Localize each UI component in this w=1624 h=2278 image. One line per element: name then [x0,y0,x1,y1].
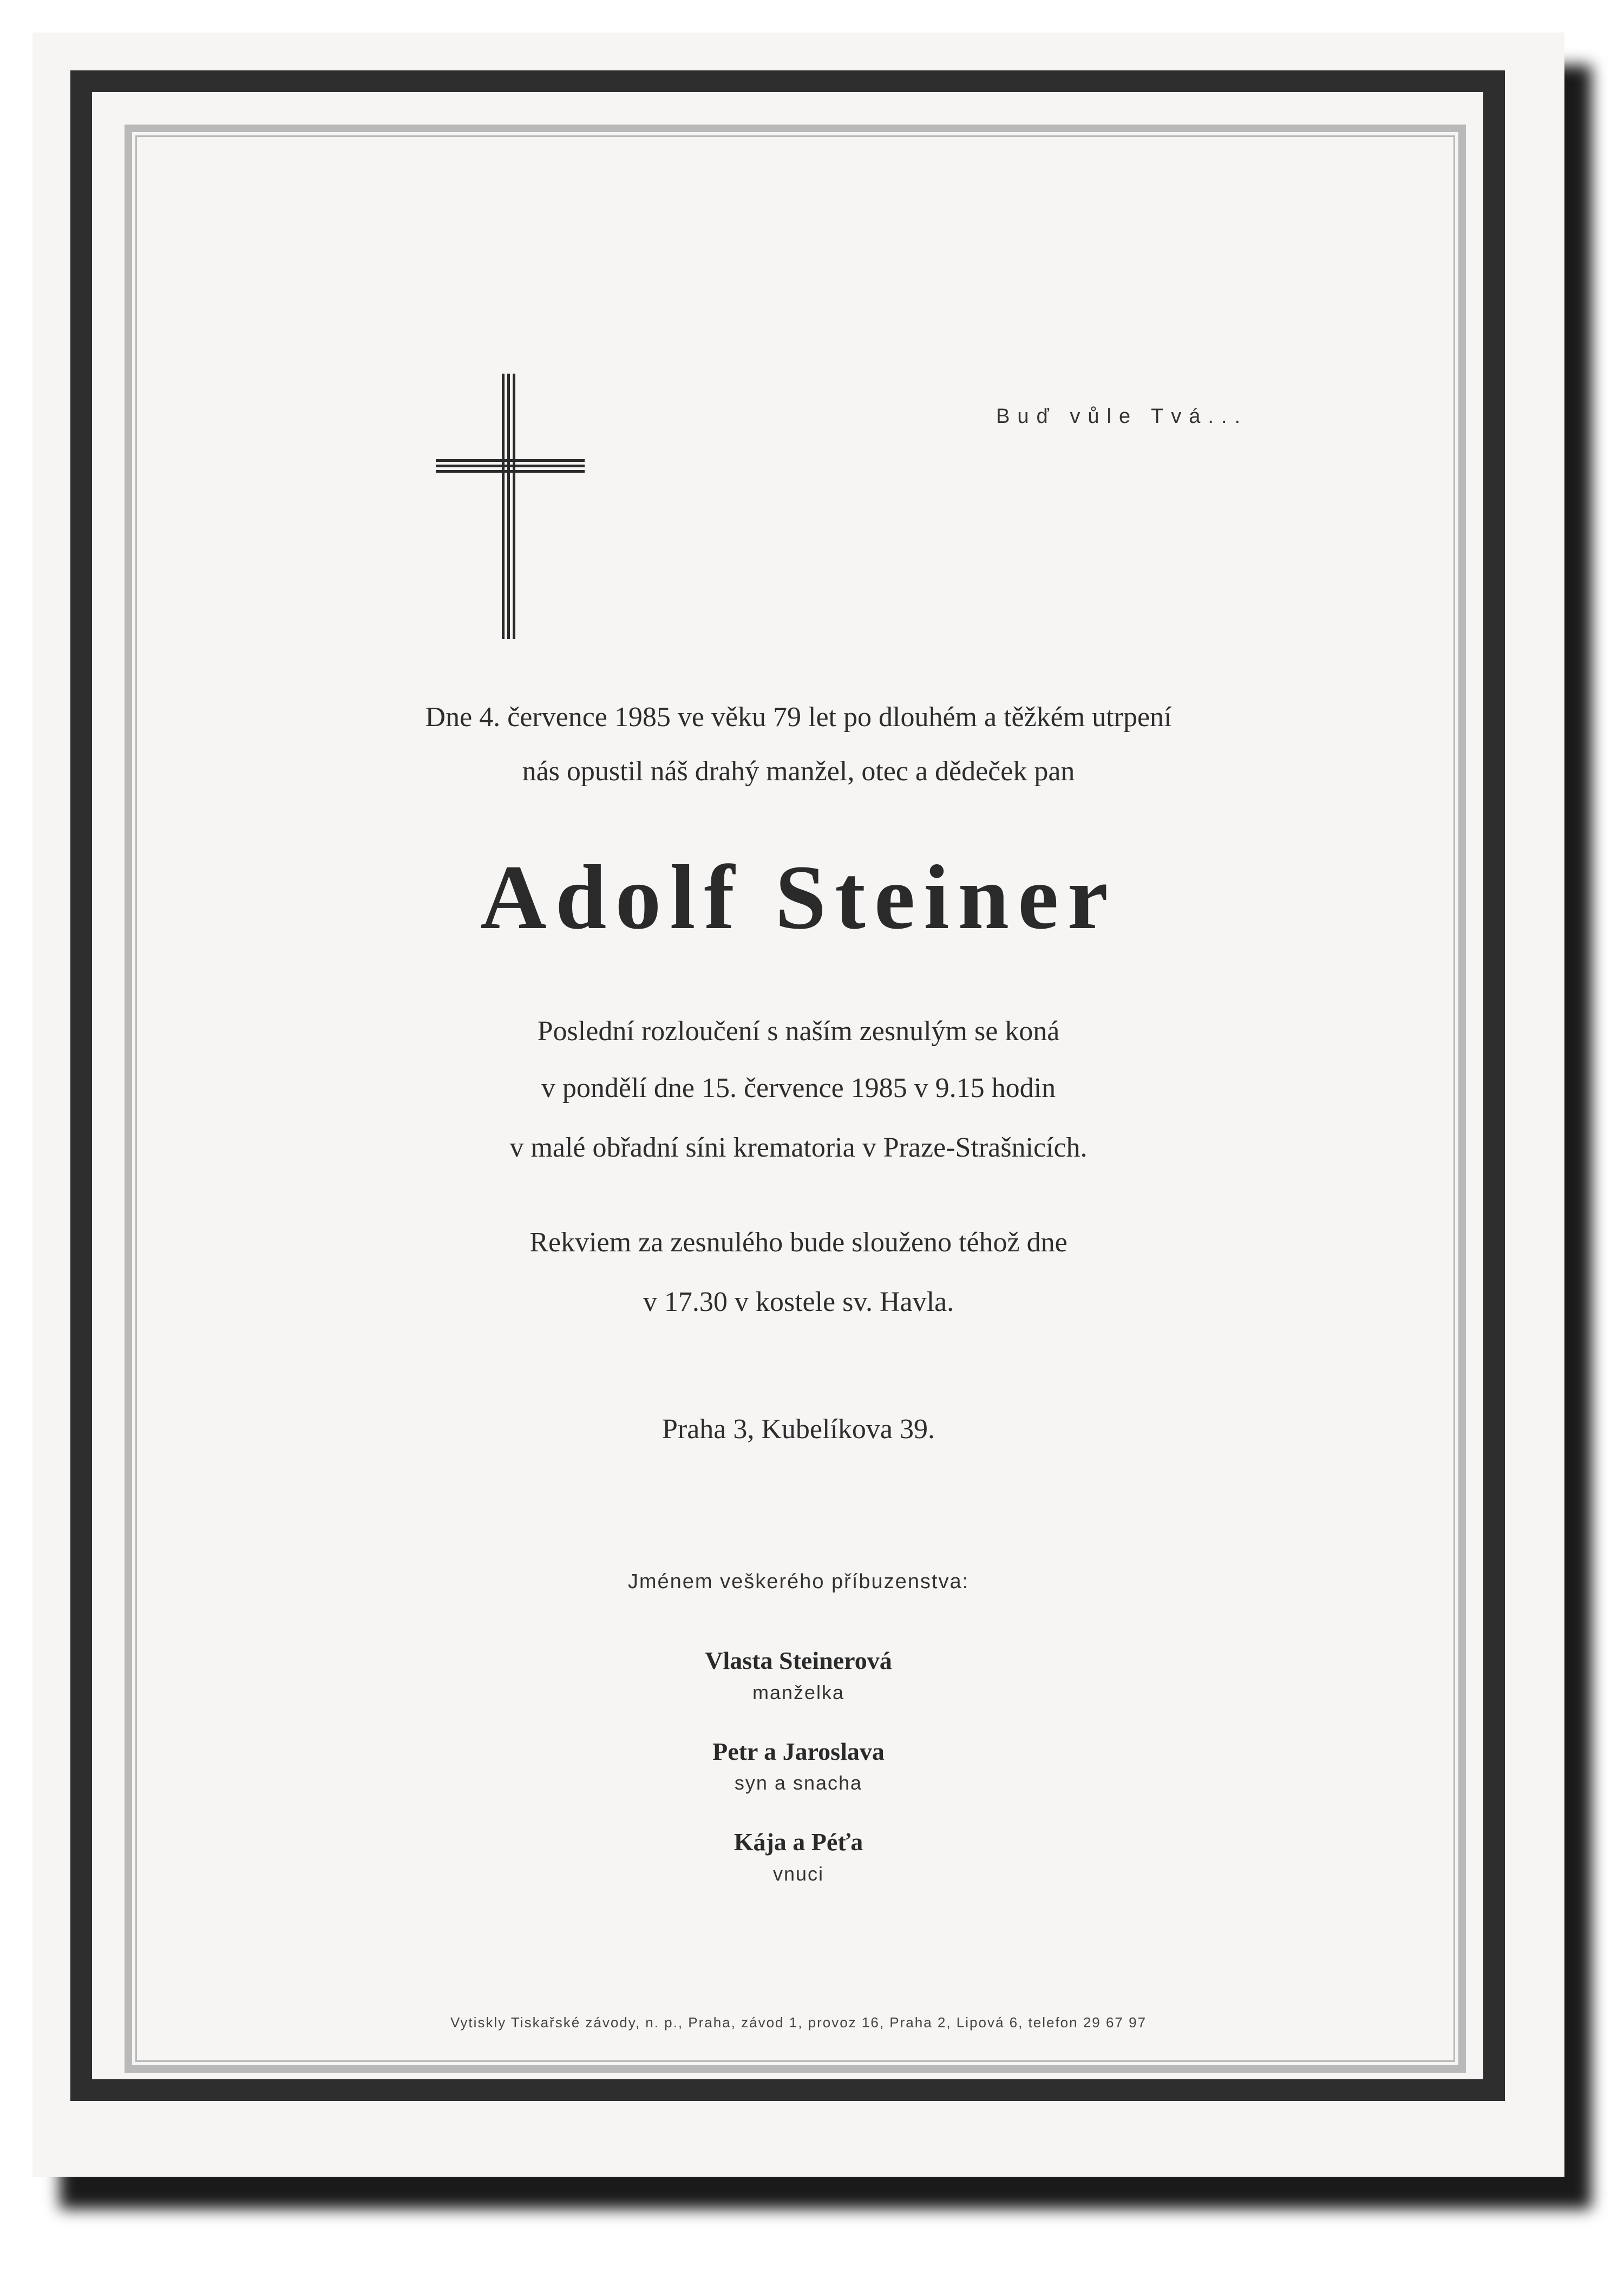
mourner-name: Petr a Jaroslava [712,1738,885,1765]
on-behalf-line: Jménem veškerého příbuzenstva: [627,1570,970,1593]
mourner-relation: manželka [752,1681,845,1703]
address-line: Praha 3, Kubelíkova 39. [662,1414,935,1445]
mourner-relation: syn a snacha [734,1772,863,1794]
announcement-line-2: nás opustil náš drahý manžel, otec a dědeček pan [522,756,1075,787]
mourner-name: Kája a Péťa [734,1828,863,1856]
printer-imprint: Vytiskly Tiskařské závody, n. p., Praha, závod 1, provoz 16, Praha 2, Lipová 6, telefon 29 67 97 [450,2014,1147,2031]
requiem-line-2: v 17.30 v kostele sv. Havla. [643,1287,954,1317]
announcement-line-1: Dne 4. července 1985 ve věku 79 let po dlouhém a těžkém utrpení [425,702,1172,733]
requiem-line-1: Rekviem za zesnulého bude slouženo téhož dne [529,1227,1068,1258]
farewell-line-1: Poslední rozloučení s naším zesnulým se koná [537,1016,1060,1047]
motto-text: Buď vůle Tvá... [996,405,1248,428]
cross-icon [428,374,590,644]
farewell-line-3: v malé obřadní síni krematoria v Praze-Strašnicích. [509,1132,1088,1163]
deceased-name: Adolf Steiner [480,846,1117,948]
farewell-line-2: v pondělí dne 15. července 1985 v 9.15 hodin [541,1073,1056,1104]
mourner-relation: vnuci [772,1863,824,1885]
mourner-name: Vlasta Steinerová [705,1647,892,1674]
